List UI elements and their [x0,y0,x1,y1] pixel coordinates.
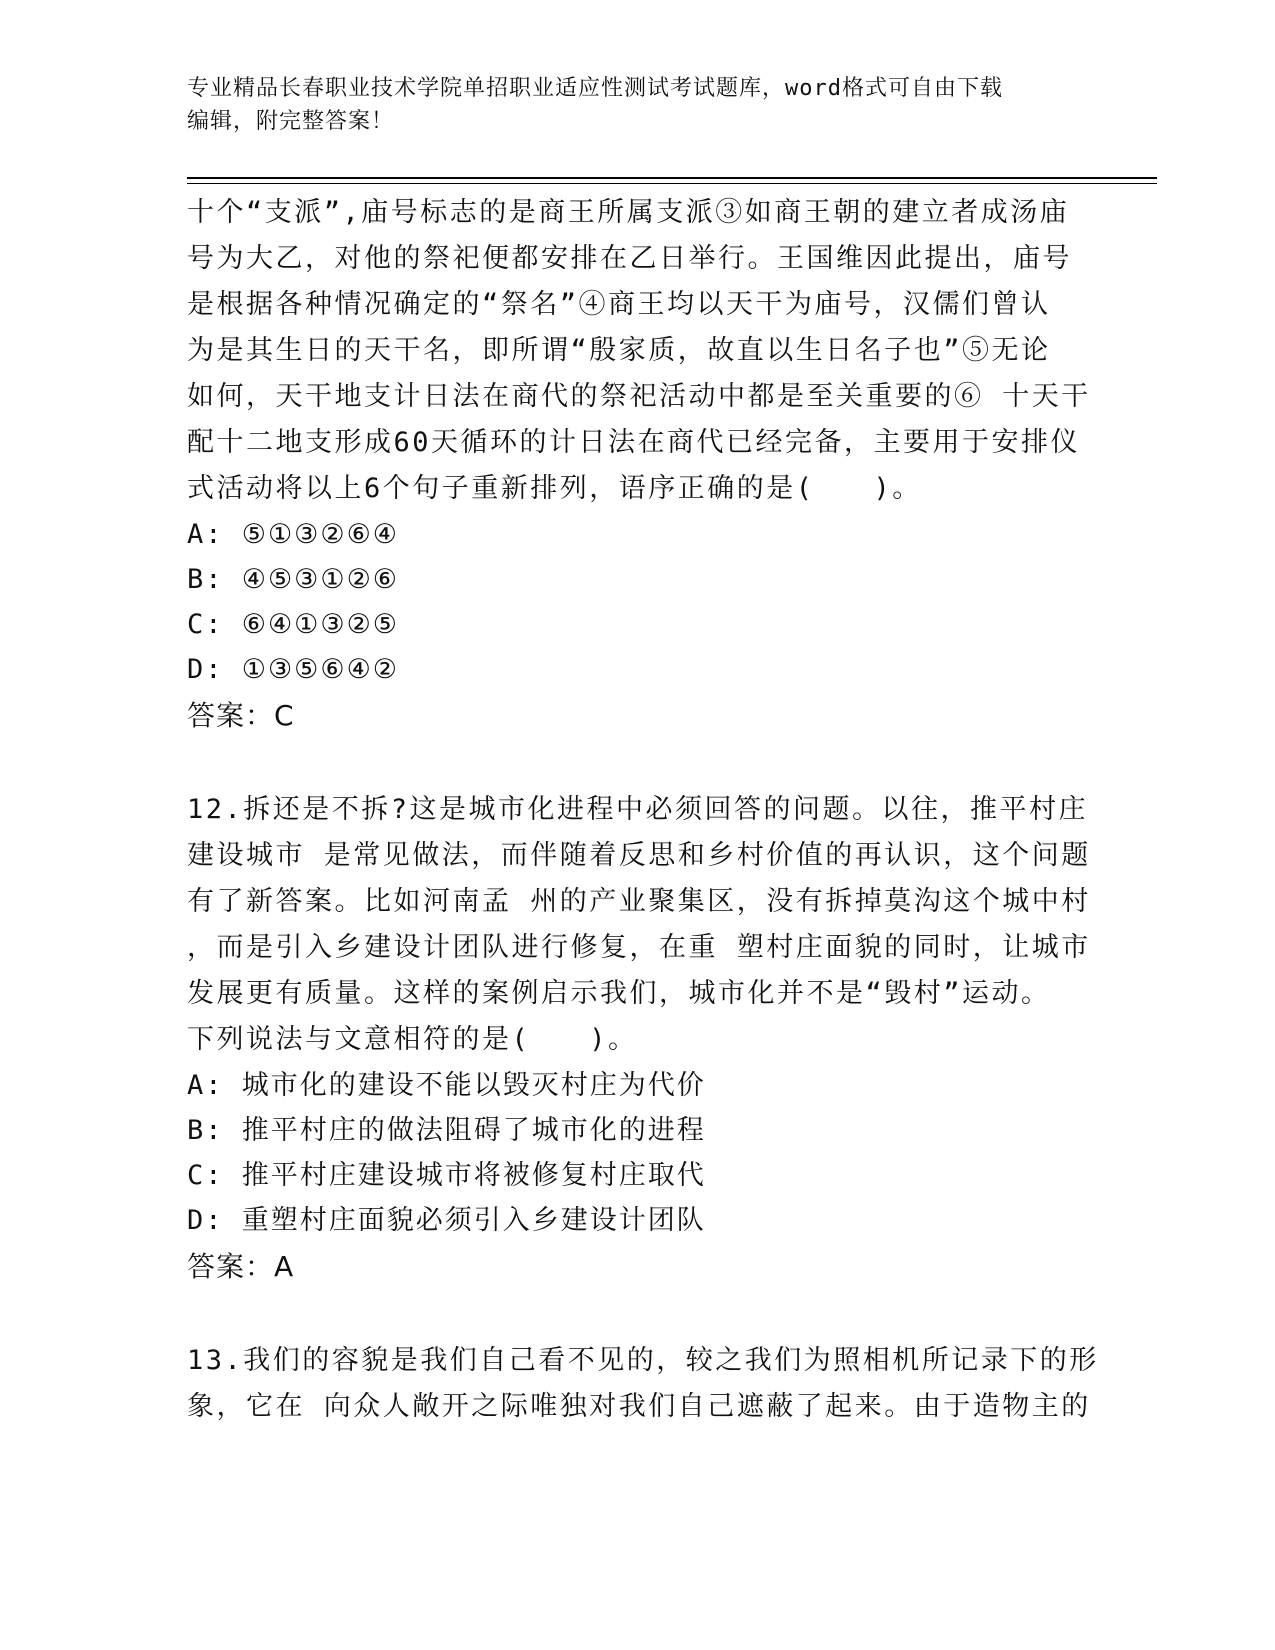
question-text-line: 有了新答案。比如河南孟 州的产业聚集区，没有拆掉莫沟这个城中村 [187,886,1091,917]
question-13 [187,1338,1099,1430]
header-divider-thick [187,177,1157,179]
question-text-line: 如何，天干地支计日法在商代的祭祀活动中都是至关重要的⑥ 十天干 [187,381,1091,412]
question-13-text [187,1338,1099,1430]
question-11-text [187,190,1091,512]
question-text-line: 为是其生日的天干名，即所谓“殷家质，故直以生日名子也”⑤无论 [187,335,1051,366]
question-text-line: ，而是引入乡建设计团队进行修复，在重 塑村庄面貌的同时，让城市 [187,932,1091,963]
spacer [187,1291,1087,1338]
question-text-line: 式活动将以上6个句子重新排列，语序正确的是( )。 [187,473,922,504]
option-d: D: ①③⑤⑥④② [187,654,399,685]
option-c: C: ⑥④①③②⑤ [187,609,399,640]
option-c: C: 推平村庄建设城市将被修复村庄取代 [187,1160,706,1191]
question-text-line: 发展更有质量。这样的案例启示我们，城市化并不是“毁村”运动。 [187,978,1051,1009]
header-line-1: 专业精品长春职业技术学院单招职业适应性测试考试题库，word格式可自由下载 [187,76,1003,101]
option-b: B: ④⑤③①②⑥ [187,564,399,595]
option-d: D: 重塑村庄面貌必须引入乡建设计团队 [187,1205,706,1236]
option-a: A: ⑤①③②⑥④ [187,519,399,550]
question-11 [187,190,1091,740]
page-header [187,72,1067,138]
question-text-line: 象，它在 向众人敞开之际唯独对我们自己遮蔽了起来。由于造物主的 [187,1391,1091,1422]
spacer [187,740,1087,787]
question-12-text [187,787,1091,1063]
document-body [187,190,1099,1430]
header-divider-thin [187,183,1157,184]
option-b: B: 推平村庄的做法阻碍了城市化的进程 [187,1115,706,1146]
question-text-line: 十个“支派”,庙号标志的是商王所属支派③如商王朝的建立者成汤庙 [187,197,1070,228]
question-text-line: 12.拆还是不拆?这是城市化进程中必须回答的问题。以往，推平村庄 [187,794,1089,825]
question-12 [187,787,1091,1291]
question-text-line: 是根据各种情况确定的“祭名”④商王均以天干为庙号，汉儒们曾认 [187,289,1051,320]
question-text-line: 号为大乙，对他的祭祀便都安排在乙日举行。王国维因此提出，庙号 [187,243,1072,274]
answer-label: 答案：A [187,1250,295,1283]
answer-label: 答案：C [187,699,295,732]
header-line-2: 编辑，附完整答案！ [187,109,395,134]
option-a: A: 城市化的建设不能以毁灭村庄为代价 [187,1070,706,1101]
question-text-line: 13.我们的容貌是我们自己看不见的，较之我们为照相机所记录下的形 [187,1345,1099,1376]
question-text-line: 下列说法与文意相符的是( )。 [187,1024,638,1055]
question-text-line: 建设城市 是常见做法，而伴随着反思和乡村价值的再认识，这个问题 [187,840,1091,871]
question-text-line: 配十二地支形成60天循环的计日法在商代已经完备，主要用于安排仪 [187,427,1081,458]
